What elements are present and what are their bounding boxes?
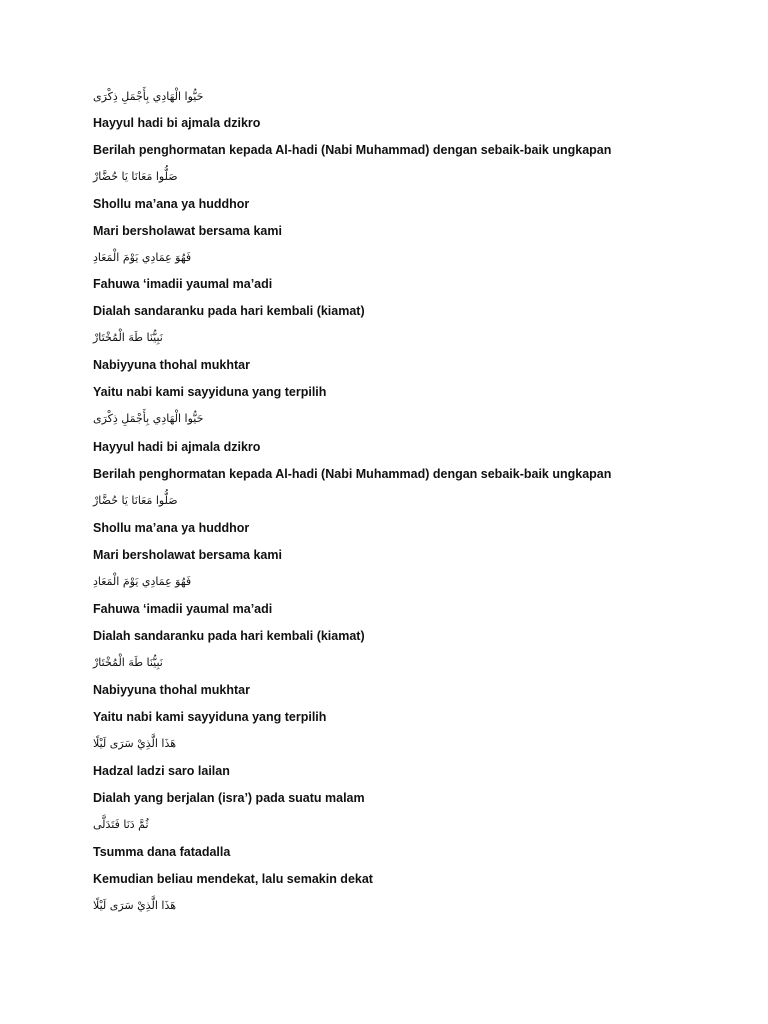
arabic-verse-line: صَلُّوا مَعَانَا يَا حُضَّارْ bbox=[93, 170, 178, 183]
transliteration-line: Shollu ma’ana ya huddhor bbox=[93, 521, 250, 535]
translation-line: Yaitu nabi kami sayyiduna yang terpilih bbox=[93, 385, 327, 399]
transliteration-line: Shollu ma’ana ya huddhor bbox=[93, 197, 250, 211]
transliteration-line: Hayyul hadi bi ajmala dzikro bbox=[93, 440, 261, 454]
translation-line: Dialah yang berjalan (isra’) pada suatu malam bbox=[93, 791, 365, 805]
translation-line: Berilah penghormatan kepada Al-hadi (Nabi Muhammad) dengan sebaik-baik ungkapan bbox=[93, 467, 612, 481]
arabic-verse-line: فَهُوَ عِمَادِي يَوْمَ الْمَعَادِ bbox=[93, 575, 192, 588]
arabic-verse-line: نَبِيُّنَا طَهَ الْمُخْتَارْ bbox=[93, 331, 163, 344]
arabic-verse-line: هَذَا الَّذِيْ سَرَى لَيْلًا bbox=[93, 899, 177, 912]
translation-line: Mari bersholawat bersama kami bbox=[93, 224, 282, 238]
transliteration-line: Nabiyyuna thohal mukhtar bbox=[93, 683, 250, 697]
arabic-verse-line: حَيُّوا الْهَادِي بِأَجْمَلِ ذِكْرَى bbox=[93, 412, 204, 425]
transliteration-line: Hayyul hadi bi ajmala dzikro bbox=[93, 116, 261, 130]
transliteration-line: Fahuwa ‘imadii yaumal ma’adi bbox=[93, 277, 273, 291]
transliteration-line: Tsumma dana fatadalla bbox=[93, 845, 231, 859]
transliteration-line: Hadzal ladzi saro lailan bbox=[93, 764, 230, 778]
translation-line: Berilah penghormatan kepada Al-hadi (Nabi Muhammad) dengan sebaik-baik ungkapan bbox=[93, 143, 612, 157]
transliteration-line: Fahuwa ‘imadii yaumal ma’adi bbox=[93, 602, 273, 616]
transliteration-line: Nabiyyuna thohal mukhtar bbox=[93, 358, 250, 372]
arabic-verse-line: نَبِيُّنَا طَهَ الْمُخْتَارْ bbox=[93, 656, 163, 669]
arabic-verse-line: فَهُوَ عِمَادِي يَوْمَ الْمَعَادِ bbox=[93, 251, 192, 264]
arabic-verse-line: صَلُّوا مَعَانَا يَا حُضَّارْ bbox=[93, 494, 178, 507]
arabic-verse-line: حَيُّوا الْهَادِي بِأَجْمَلِ ذِكْرَى bbox=[93, 90, 204, 103]
translation-line: Yaitu nabi kami sayyiduna yang terpilih bbox=[93, 710, 327, 724]
translation-line: Dialah sandaranku pada hari kembali (kiamat) bbox=[93, 304, 365, 318]
translation-line: Mari bersholawat bersama kami bbox=[93, 548, 282, 562]
arabic-verse-line: هَذَا الَّذِيْ سَرَى لَيْلًا bbox=[93, 737, 177, 750]
translation-line: Dialah sandaranku pada hari kembali (kiamat) bbox=[93, 629, 365, 643]
translation-line: Kemudian beliau mendekat, lalu semakin dekat bbox=[93, 872, 373, 886]
arabic-verse-line: ثُمَّ دَنَا فَتَدَلَّى bbox=[93, 818, 149, 831]
